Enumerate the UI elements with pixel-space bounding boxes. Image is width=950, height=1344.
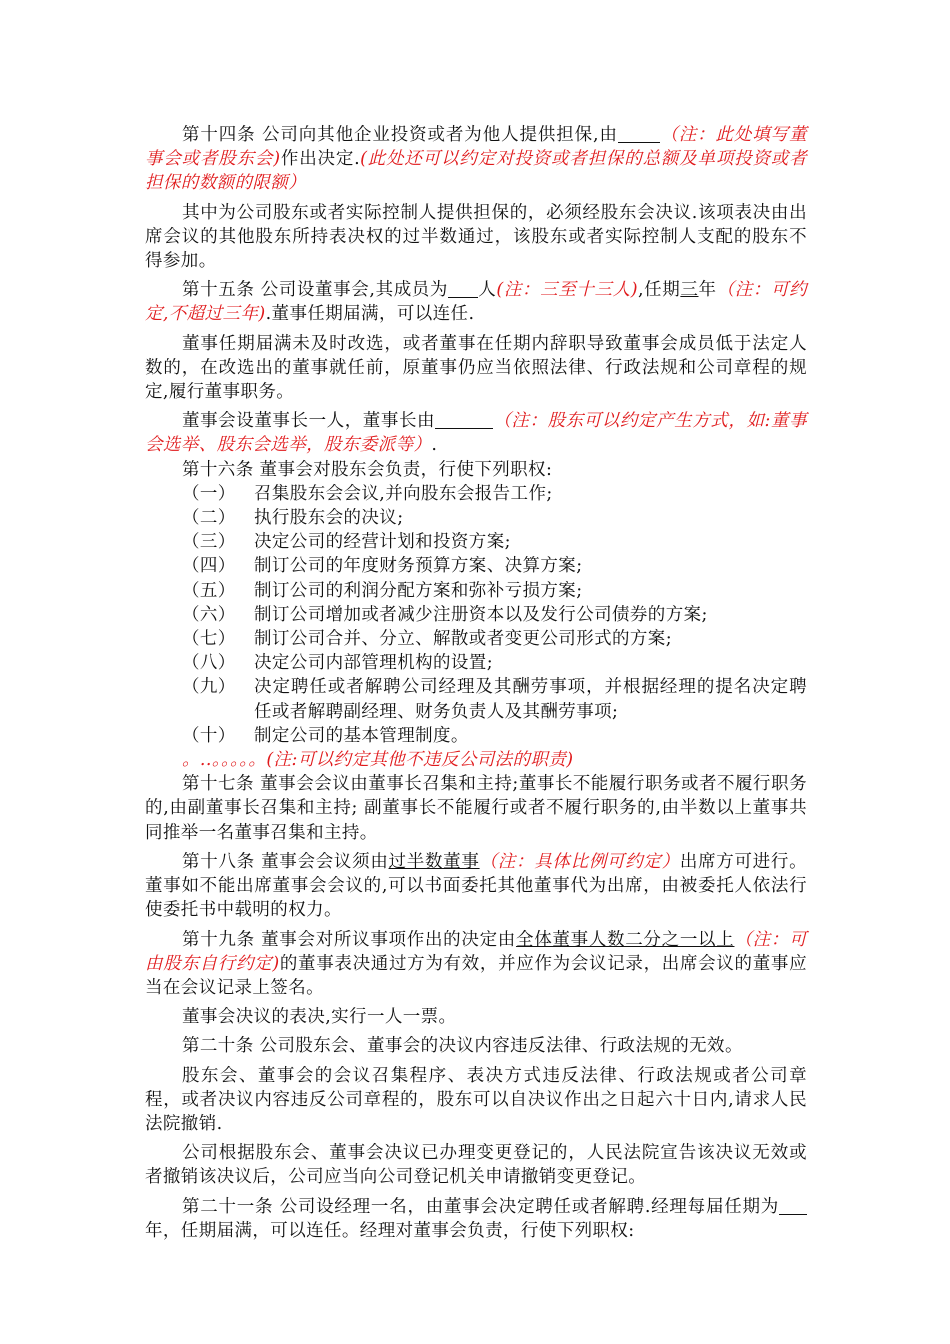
item-number: （六） (182, 604, 236, 625)
item-number: （九） (182, 677, 236, 698)
list-item (182, 482, 807, 506)
article-16-extra-note: 。..。。。。。(注:可以约定其他不违反公司法的职责) (182, 750, 574, 771)
article-15-text-e: .董事任期届满，可以连任. (265, 304, 475, 325)
article-15-p3-note: （注：股东可以约定产生方式，如:董事会选举、股东会选举，股东委派等） (145, 411, 807, 456)
article-15-paragraph (145, 278, 807, 326)
item-text: 决定公司的经营计划和投资方案; (254, 532, 511, 553)
article-18-text-a: 第十八条 董事会会议须由 (182, 851, 389, 872)
document-page (145, 123, 807, 1243)
article-20-paragraph-3: 公司根据股东会、董事会决议已办理变更登记的，人民法院宣告该决议无效或者撤销该决议后，公司应当向公司登记机关申请撤销变更登记。 (145, 1143, 807, 1188)
article-19-text-b: 的董事表决通过方为有效，并应作为会议记录，出席会议的董事应当在会议记录上签名。 (145, 953, 807, 998)
article-15-paragraph-2: 董事任期届满未及时改选，或者董事在任期内辞职导致董事会成员低于法定人数的，在改选出的董事就任前，原董事仍应当依照法律、行政法规和公司章程的规定,履行董事职务。 (145, 333, 807, 403)
article-19-paragraph-2: 董事会决议的表决,实行一人一票。 (182, 1007, 457, 1028)
article-15-term: 三 (680, 280, 699, 301)
list-item (182, 627, 807, 651)
item-number: （四） (182, 556, 236, 577)
item-number: （八） (182, 653, 236, 674)
article-19-paragraph (145, 928, 807, 1001)
item-number: （三） (182, 532, 236, 553)
article-14-paragraph-2: 其中为公司股东或者实际控制人提供担保的，必须经股东会决议.该项表决由出席会议的其他股东所持表决权的过半数通过，该股东或者实际控制人支配的股东不得参加。 (145, 202, 807, 272)
article-21-paragraph (145, 1195, 807, 1243)
list-item (182, 603, 807, 627)
article-16-intro: 第十六条 董事会对股东会负责，行使下列职权: (182, 459, 553, 480)
article-14-text-b: 作出决定. (280, 149, 361, 170)
article-15-text-d: 年 (698, 280, 717, 301)
item-number: （二） (182, 508, 236, 529)
article-15-note-2: （注：可约定,不超过三年) (145, 280, 808, 325)
item-text: 制订公司的利润分配方案和弥补亏损方案; (254, 580, 583, 601)
item-text: 制订公司增加或者减少注册资本以及发行公司债券的方案; (254, 604, 708, 625)
article-19-text-a: 第十九条 董事会对所议事项作出的决定由 (182, 929, 516, 950)
article-14-note-1: （注：此处填写董事会或者股东会) (145, 125, 807, 170)
list-item (182, 651, 807, 675)
blank-field (779, 1196, 807, 1215)
article-21-text-b: 年，任期届满，可以连任。经理对董事会负责，行使下列职权: (145, 1220, 635, 1241)
article-20-paragraph: 第二十条 公司股东会、董事会的决议内容违反法律、行政法规的无效。 (182, 1036, 743, 1057)
list-item (182, 675, 807, 723)
article-15-text-c: ,任期 (637, 280, 681, 301)
article-19-threshold: 全体董事人数二分之一以上 (515, 929, 735, 950)
article-18-text-b: 出席方可进行。董事如不能出席董事会会议的,可以书面委托其他董事代为出席，由被委托人依法行使委托书中载明的权力。 (145, 851, 807, 921)
article-14-paragraph (145, 123, 807, 196)
item-number: （十） (182, 725, 236, 746)
article-18-quorum: 过半数董事 (388, 851, 480, 872)
article-15-p3-text: 董事会设董事长一人，董事长由 (182, 411, 436, 432)
article-15-text-a: 第十五条 公司设董事会,其成员为 (182, 280, 449, 301)
article-15-paragraph-3 (145, 409, 807, 457)
list-item (182, 554, 807, 578)
list-item (182, 506, 807, 530)
item-text: 制定公司的基本管理制度。 (254, 725, 469, 746)
article-18-paragraph (145, 850, 807, 923)
list-item (182, 579, 807, 603)
article-14-text-a: 第十四条 公司向其他企业投资或者为他人提供担保,由 (182, 125, 618, 145)
article-20-paragraph-2: 股东会、董事会的会议召集程序、表决方式违反法律、行政法规或者公司章程，或者决议内容违反公司章程的，股东可以自决议作出之日起六十日内,请求人民法院撤销. (145, 1065, 807, 1134)
article-17-paragraph: 第十七条 董事会会议由董事长召集和主持;董事长不能履行职务或者不履行职务的,由副董事长召集和主持; 副董事长不能履行或者不履行职务的,由半数以上董事共同推举一名董事召集和主持。 (145, 774, 807, 843)
article-15-note-1: (注：三至十三人) (496, 280, 638, 301)
blank-field (448, 279, 478, 298)
article-16-list (145, 482, 807, 748)
item-number: （七） (182, 629, 236, 650)
item-text: 决定公司内部管理机构的设置; (254, 653, 493, 674)
list-item (182, 724, 807, 748)
item-text: 执行股东会的决议; (254, 508, 404, 529)
list-item (182, 530, 807, 554)
item-text: 制订公司的年度财务预算方案、决算方案; (254, 556, 583, 577)
item-text: 召集股东会会议,并向股东会报告工作; (254, 483, 553, 504)
item-text: 决定聘任或者解聘公司经理及其酬劳事项，并根据经理的提名决定聘任或者解聘副经理、财务负责人及其酬劳事项; (254, 677, 807, 722)
blank-field (618, 124, 660, 143)
item-text: 制订公司合并、分立、解散或者变更公司形式的方案; (254, 629, 672, 650)
article-15-p3-end: . (431, 435, 438, 456)
item-number: （五） (182, 580, 236, 601)
article-18-note: （注：具体比例可约定） (479, 851, 680, 872)
article-15-text-b: 人 (478, 280, 497, 301)
item-number: （一） (182, 483, 236, 504)
article-21-text-a: 第二十一条 公司设经理一名，由董事会决定聘任或者解聘.经理每届任期为 (182, 1196, 779, 1217)
blank-field (435, 410, 493, 429)
article-19-note: （注：可由股东自行约定) (145, 929, 807, 974)
article-14-note-2: (此处还可以约定对投资或者担保的总额及单项投资或者担保的数额的限额） (145, 149, 808, 194)
